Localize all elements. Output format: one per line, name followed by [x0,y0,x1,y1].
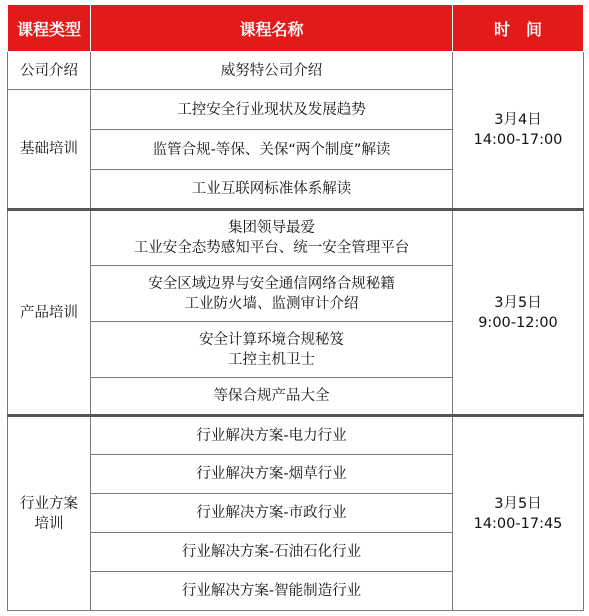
course-name: 监管合规-等保、关保“两个制度”解读 [152,141,391,158]
course-name: 行业解决方案-烟草行业 [196,466,347,482]
course-name-cell [91,416,453,455]
course-name: 行业解决方案-智能制造行业 [181,583,362,599]
course-name-cell [91,52,453,90]
course-name-line-1: 安全计算环境合规秘笈 [199,331,344,348]
course-name-cell [91,130,453,170]
course-name-cell [91,170,453,210]
time-cell-day2-afternoon [453,416,584,611]
course-name-line-1: 安全区域边界与安全通信网络合规秘籍 [148,275,395,292]
course-name-cell [91,266,453,322]
time-range: 9:00-12:00 [478,314,558,331]
time-date: 3月5日 [494,294,542,311]
course-name-line-2: 工业安全态势感知平台、统一安全管理平台 [133,240,410,256]
course-name-cell [91,494,453,533]
course-type-line-2: 培训 [34,515,64,532]
course-type-line-1: 行业方案 [20,495,78,512]
course-type-product-training: 产品培训 [8,210,91,416]
table-row [8,52,584,90]
header-course-name: 课程名称 [91,5,453,52]
time-range: 14:00-17:45 [473,515,563,532]
course-name: 等保合规产品大全 [213,388,330,404]
course-name-cell [91,533,453,572]
header-time: 时 间 [453,5,584,52]
course-name-cell [91,322,453,378]
course-name-cell [91,455,453,494]
time-date: 3月4日 [494,112,542,128]
course-name: 工业互联网标准体系解读 [191,181,352,197]
time-cell-day1-afternoon [453,52,584,210]
course-name-cell [91,572,453,611]
time-date: 3月5日 [494,495,542,512]
course-name-line-1: 集团领导最爱 [228,220,315,236]
course-name-cell [91,378,453,416]
course-name: 行业解决方案-市政行业 [196,505,347,521]
course-schedule-table [7,4,584,611]
course-type-basic-training: 基础培训 [8,90,91,210]
course-name-cell [91,210,453,266]
table-row [8,416,584,455]
course-type-company-intro: 公司介绍 [8,52,91,90]
time-range: 14:00-17:00 [473,132,563,148]
table-header-row [8,5,584,52]
course-name-cell [91,90,453,130]
header-course-type: 课程类型 [8,5,91,52]
course-type-industry-solution-training [8,416,91,611]
course-name: 威努特公司介绍 [220,62,323,79]
course-name: 行业解决方案-石油石化行业 [181,544,362,560]
course-name: 工控安全行业现状及发展趋势 [177,101,366,118]
course-name-line-2: 工业防火墙、监测审计介绍 [184,295,359,312]
course-name: 行业解决方案-电力行业 [196,427,347,444]
table-row [8,210,584,266]
course-name-line-2: 工控主机卫士 [228,351,315,368]
time-cell-day2-morning [453,210,584,416]
